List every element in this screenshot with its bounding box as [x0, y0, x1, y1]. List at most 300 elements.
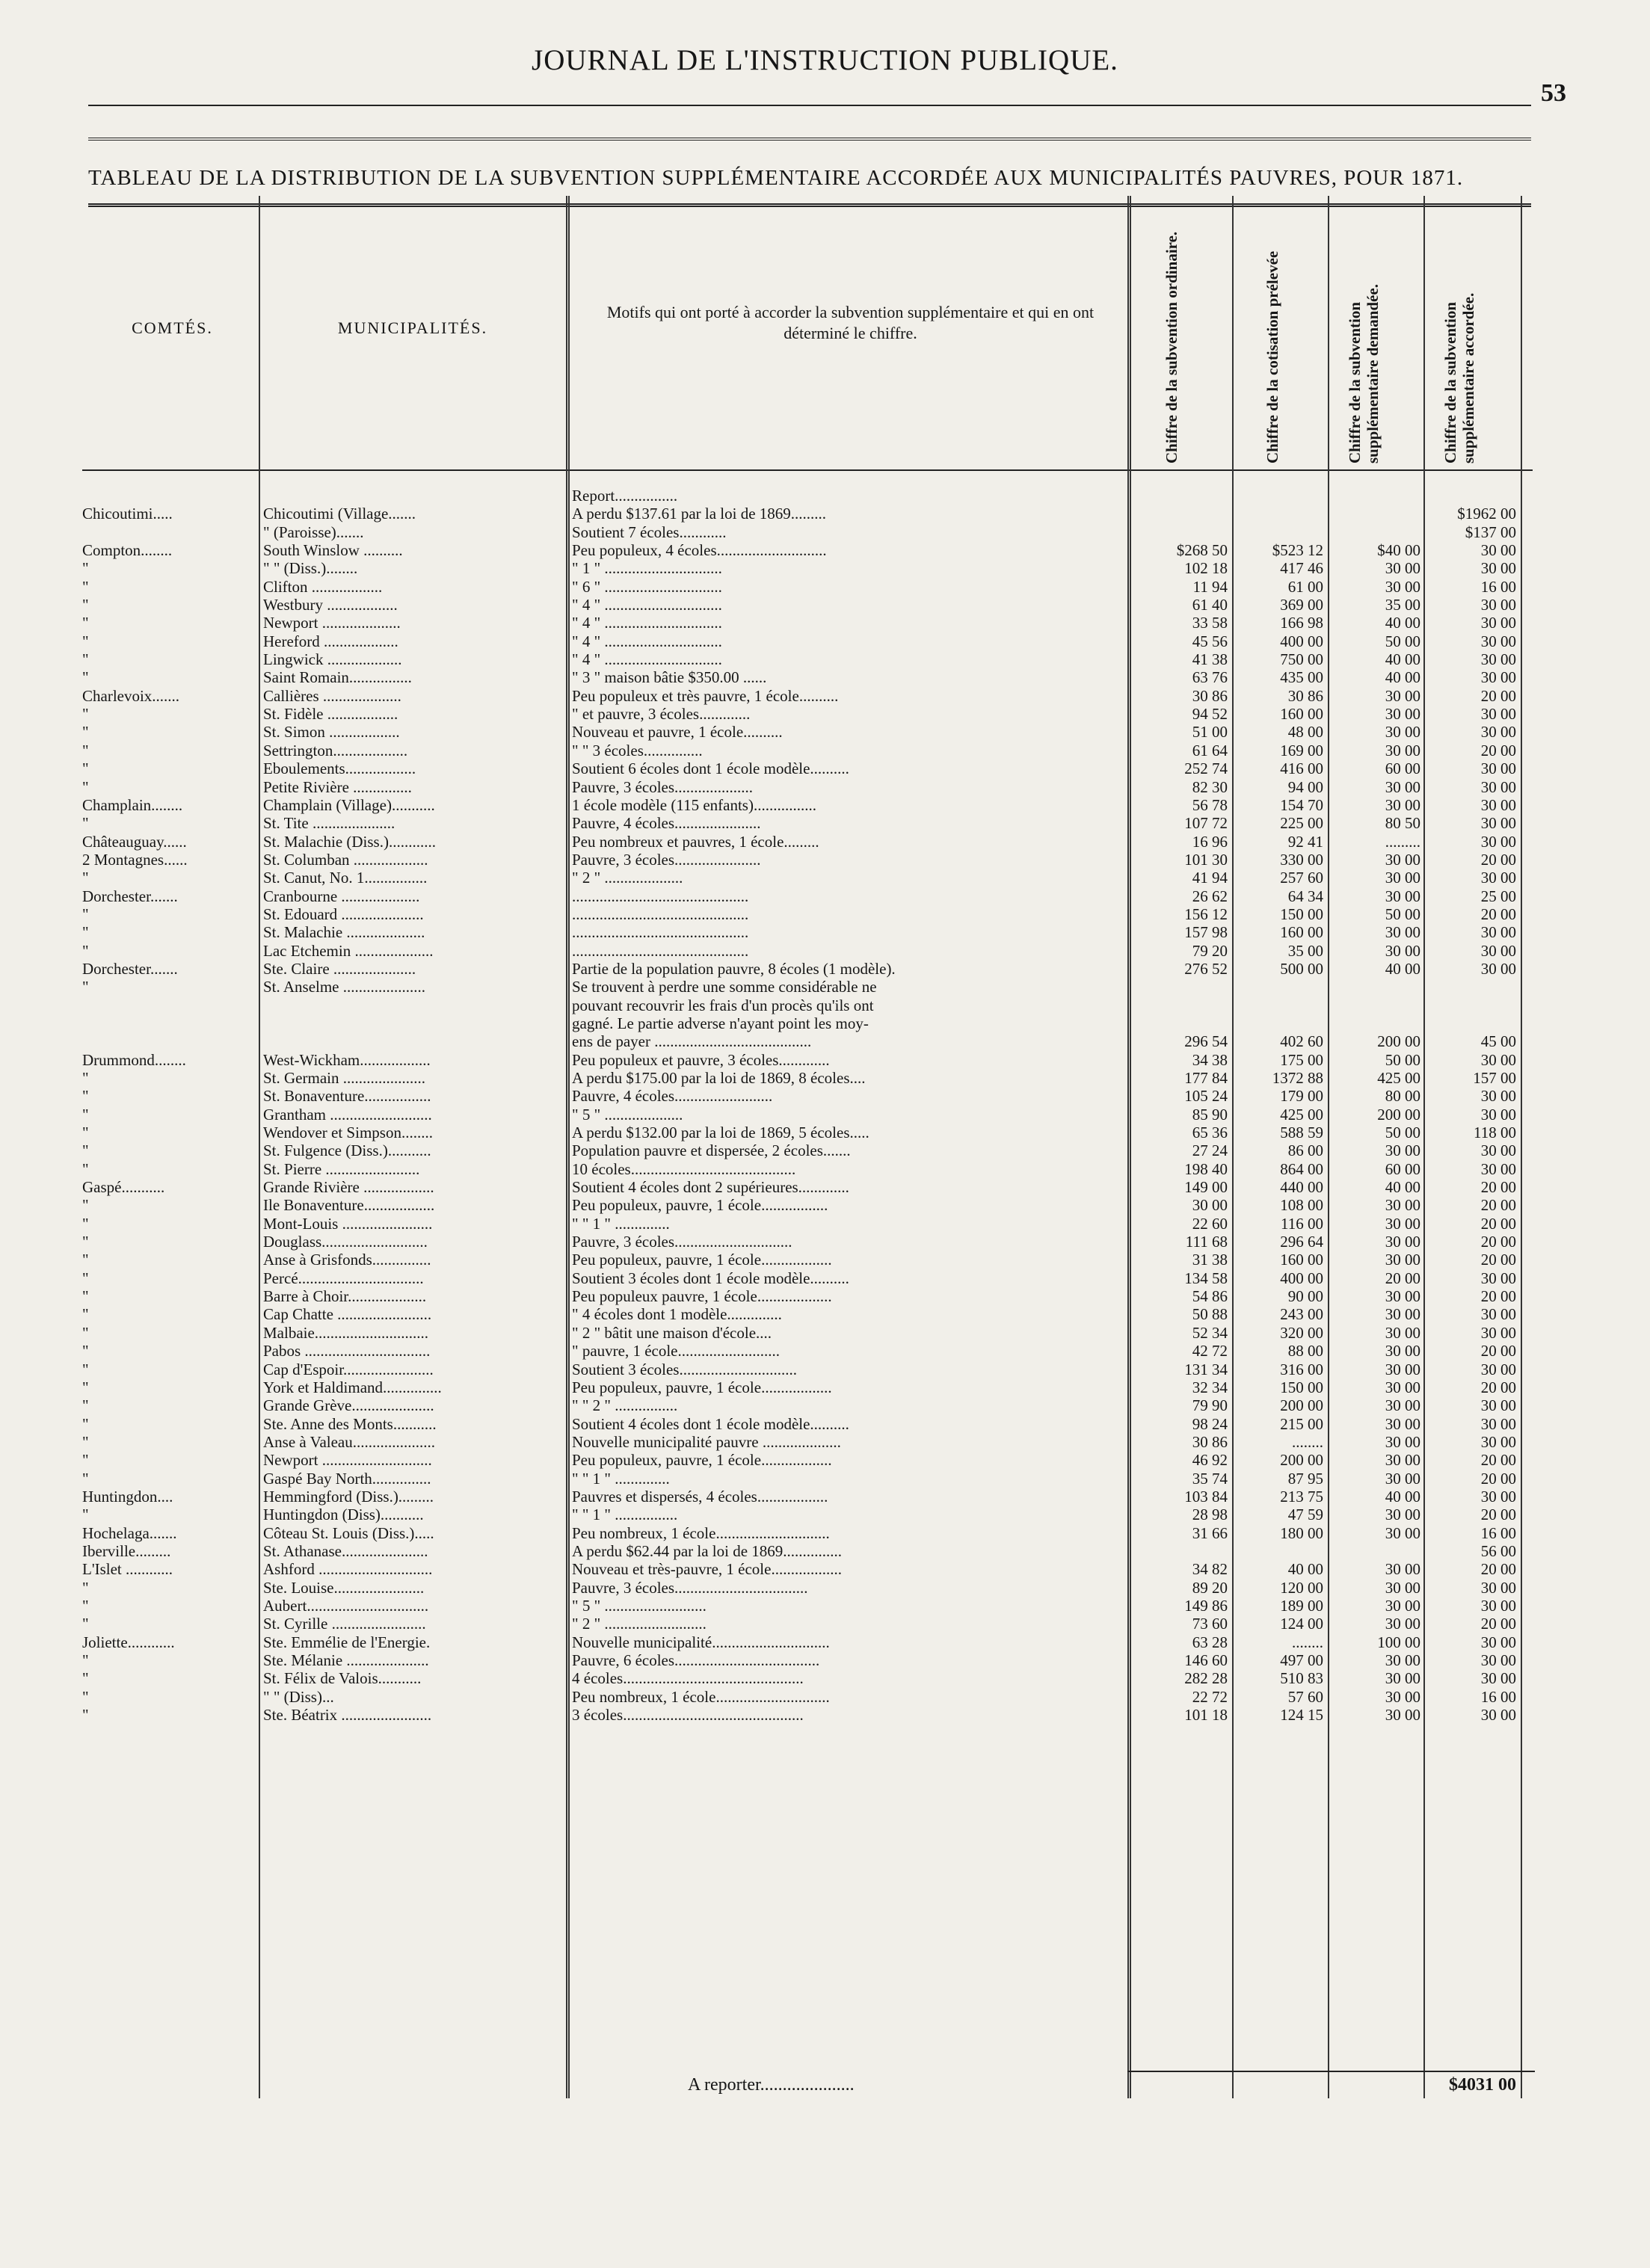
county-cell: " — [82, 1159, 89, 1178]
motif-cell: Peu populeux et très pauvre, 1 école.......... — [572, 686, 839, 705]
table-row — [0, 1106, 1650, 1124]
table-row — [0, 887, 1650, 905]
table-body — [0, 487, 1650, 1724]
motif-cell: Peu populeux, pauvre, 1 école.................. — [572, 1251, 832, 1269]
granted-amount-cell: 16 00 — [1480, 1687, 1516, 1706]
granted-amount-cell: 30 00 — [1480, 705, 1516, 724]
ordinary-amount-cell: 27 24 — [1192, 1141, 1228, 1160]
table-row — [0, 1488, 1650, 1506]
ordinary-amount-cell: 32 34 — [1192, 1378, 1228, 1396]
demanded-amount-cell: 30 00 — [1385, 1396, 1420, 1415]
ordinary-amount-cell: 89 20 — [1192, 1578, 1228, 1597]
municipality-cell: Champlain (Village)........... — [263, 795, 435, 814]
motif-cell: Peu populeux, pauvre, 1 école.................. — [572, 1451, 832, 1470]
motif-cell: ............................................. — [572, 887, 749, 905]
demanded-amount-cell: 30 00 — [1385, 1596, 1420, 1615]
ordinary-amount-cell: 156 12 — [1184, 905, 1228, 923]
municipality-cell: " " (Diss.)........ — [263, 559, 358, 578]
table-row — [0, 1378, 1650, 1396]
municipality-cell: Malbaie............................. — [263, 1323, 429, 1342]
county-cell: " — [82, 1451, 89, 1470]
ordinary-amount-cell: 56 78 — [1192, 795, 1228, 814]
table-row — [0, 505, 1650, 523]
table-row — [0, 1506, 1650, 1523]
collected-amount-cell: 864 00 — [1280, 1159, 1323, 1178]
table-row — [0, 668, 1650, 686]
motif-cell: Peu populeux et pauvre, 3 écoles............. — [572, 1050, 830, 1069]
ordinary-amount-cell: 101 18 — [1184, 1706, 1228, 1725]
motif-cell: Population pauvre et dispersée, 2 écoles....... — [572, 1141, 851, 1160]
granted-amount-cell: 20 00 — [1480, 1214, 1516, 1233]
motif-cell: Nouveau et pauvre, 1 école.......... — [572, 723, 783, 742]
motif-cell: Partie de la population pauvre, 8 écoles (1 modèle). — [572, 959, 896, 978]
table-row — [0, 1342, 1650, 1360]
ordinary-amount-cell: 134 58 — [1184, 1269, 1228, 1287]
demanded-amount-cell: 30 00 — [1385, 850, 1420, 869]
motif-cell: Peu nombreux, 1 école............................. — [572, 1687, 830, 1706]
collected-amount-cell: 510 83 — [1280, 1669, 1323, 1688]
municipality-cell: Percé................................ — [263, 1269, 424, 1287]
ordinary-amount-cell: 16 96 — [1192, 832, 1228, 851]
demanded-amount-cell: 30 00 — [1385, 1432, 1420, 1451]
motif-cell: " 4 écoles dont 1 modèle.............. — [572, 1305, 782, 1324]
municipality-cell: Ste. Mélanie ..................... — [263, 1651, 429, 1669]
granted-amount-cell: 30 00 — [1480, 959, 1516, 978]
municipality-cell: Pabos ................................ — [263, 1342, 431, 1361]
county-cell: " — [82, 614, 89, 632]
municipality-cell: South Winslow .......... — [263, 541, 403, 560]
motif-cell: A perdu $175.00 par la loi de 1869, 8 écoles.... — [572, 1069, 866, 1087]
table-row — [0, 1597, 1650, 1615]
motif-cell: 3 écoles.............................................. — [572, 1706, 804, 1725]
granted-amount-cell: 30 00 — [1480, 759, 1516, 778]
table-row — [0, 596, 1650, 614]
motif-cell: " 2 " .......................... — [572, 1615, 707, 1633]
motif-cell: A perdu $62.44 par la loi de 1869............... — [572, 1541, 843, 1560]
table-row — [0, 1014, 1650, 1032]
demanded-amount-cell: 30 00 — [1385, 1214, 1420, 1233]
municipality-cell: Clifton .................. — [263, 577, 383, 596]
municipality-cell: Aubert............................... — [263, 1596, 429, 1615]
ordinary-amount-cell: 30 86 — [1192, 1432, 1228, 1451]
demanded-amount-cell: 30 00 — [1385, 777, 1420, 796]
table-row — [0, 1415, 1650, 1433]
county-cell: L'Islet ............ — [82, 1560, 173, 1579]
demanded-amount-cell: 40 00 — [1385, 650, 1420, 669]
motif-cell: Soutient 4 écoles dont 2 supérieures............. — [572, 1178, 849, 1197]
collected-amount-cell: 180 00 — [1280, 1523, 1323, 1542]
motif-cell: Report................ — [572, 487, 678, 505]
demanded-amount-cell: 30 00 — [1385, 1378, 1420, 1396]
county-cell: Champlain........ — [82, 795, 183, 814]
granted-amount-cell: 30 00 — [1480, 814, 1516, 833]
granted-amount-cell: 20 00 — [1480, 1560, 1516, 1579]
collected-amount-cell: $523 12 — [1272, 541, 1323, 560]
header-demanded: Chiffre de la subvention supplémentaire demandée. — [1346, 284, 1382, 463]
table-row — [0, 851, 1650, 869]
motif-cell: 1 école modèle (115 enfants)................ — [572, 795, 816, 814]
granted-amount-cell: 20 00 — [1480, 1615, 1516, 1633]
municipality-cell: St. Athanase...................... — [263, 1541, 428, 1560]
granted-amount-cell: 118 00 — [1474, 1124, 1516, 1142]
table-row — [0, 905, 1650, 923]
table-row — [0, 1141, 1650, 1159]
demanded-amount-cell: 40 00 — [1385, 959, 1420, 978]
demanded-amount-cell: 30 00 — [1385, 1615, 1420, 1633]
collected-amount-cell: 440 00 — [1280, 1178, 1323, 1197]
county-cell: " — [82, 1323, 89, 1342]
municipality-cell: Ashford ............................. — [263, 1560, 433, 1579]
table-row — [0, 632, 1650, 650]
ordinary-amount-cell: 177 84 — [1184, 1069, 1228, 1087]
demanded-amount-cell: 40 00 — [1385, 614, 1420, 632]
motif-cell: " " 1 " ................ — [572, 1506, 678, 1524]
ordinary-amount-cell: 94 52 — [1192, 705, 1228, 724]
table-row — [0, 942, 1650, 960]
municipality-cell: " " (Diss)... — [263, 1687, 334, 1706]
demanded-amount-cell: 50 00 — [1385, 632, 1420, 650]
table-row — [0, 796, 1650, 814]
table-row — [0, 1706, 1650, 1724]
motif-cell: " pauvre, 1 école.......................... — [572, 1342, 781, 1361]
granted-amount-cell: 16 00 — [1480, 1523, 1516, 1542]
motif-cell: " 4 " .............................. — [572, 596, 722, 614]
ordinary-amount-cell: 252 74 — [1184, 759, 1228, 778]
ordinary-amount-cell: 34 38 — [1192, 1050, 1228, 1069]
county-cell: " — [82, 1596, 89, 1615]
ordinary-amount-cell: 63 76 — [1192, 668, 1228, 687]
table-row — [0, 1560, 1650, 1578]
municipality-cell: Chicoutimi (Village....... — [263, 505, 416, 523]
county-cell: " — [82, 759, 89, 778]
motif-cell: Pauvre, 3 écoles.................................. — [572, 1578, 808, 1597]
granted-amount-cell: 30 00 — [1480, 941, 1516, 960]
ordinary-amount-cell: 82 30 — [1192, 777, 1228, 796]
demanded-amount-cell: 30 00 — [1385, 1687, 1420, 1706]
collected-amount-cell: 154 70 — [1280, 795, 1323, 814]
municipality-cell: Grantham .......................... — [263, 1105, 432, 1124]
county-cell: " — [82, 1706, 89, 1725]
motif-cell: Nouveau et très-pauvre, 1 école.................. — [572, 1560, 842, 1579]
municipality-cell: Cranbourne .................... — [263, 887, 420, 905]
collected-amount-cell: 225 00 — [1280, 814, 1323, 833]
county-cell: Gaspé........... — [82, 1178, 165, 1197]
granted-amount-cell: 20 00 — [1480, 741, 1516, 759]
journal-title: JOURNAL DE L'INSTRUCTION PUBLIQUE. — [532, 44, 1118, 76]
table-row — [0, 960, 1650, 978]
collected-amount-cell: 88 00 — [1287, 1342, 1323, 1361]
collected-amount-cell: 160 00 — [1280, 1251, 1323, 1269]
motif-cell: ............................................. — [572, 941, 749, 960]
demanded-amount-cell: 30 00 — [1385, 1305, 1420, 1324]
demanded-amount-cell: 30 00 — [1385, 1451, 1420, 1470]
county-cell: " — [82, 978, 89, 996]
motif-cell: Peu nombreux et pauvres, 1 école......... — [572, 832, 819, 851]
county-cell: " — [82, 1669, 89, 1688]
demanded-amount-cell: 30 00 — [1385, 1414, 1420, 1433]
granted-amount-cell: 30 00 — [1480, 1159, 1516, 1178]
table-row — [0, 759, 1650, 777]
collected-amount-cell: 87 95 — [1287, 1469, 1323, 1488]
collected-amount-cell: 120 00 — [1280, 1578, 1323, 1597]
county-cell: " — [82, 577, 89, 596]
granted-amount-cell: 20 00 — [1480, 1342, 1516, 1361]
carry-forward-label: A reporter..................... — [688, 2075, 855, 2095]
ordinary-amount-cell: 30 00 — [1192, 1196, 1228, 1215]
motif-cell: ............................................. — [572, 905, 749, 923]
granted-amount-cell: 30 00 — [1480, 1105, 1516, 1124]
municipality-cell: York et Haldimand............... — [263, 1378, 442, 1396]
collected-amount-cell: 30 86 — [1287, 686, 1323, 705]
granted-amount-cell: 30 00 — [1480, 1396, 1516, 1415]
granted-amount-cell: 20 00 — [1480, 1451, 1516, 1470]
ordinary-amount-cell: 46 92 — [1192, 1451, 1228, 1470]
ordinary-amount-cell: 102 18 — [1184, 559, 1228, 578]
motif-cell: " " 1 " .............. — [572, 1469, 670, 1488]
collected-amount-cell: 35 00 — [1287, 941, 1323, 960]
ordinary-amount-cell: 63 28 — [1192, 1633, 1228, 1651]
county-cell: " — [82, 632, 89, 650]
table-row — [0, 523, 1650, 541]
motif-cell: Pauvre, 3 écoles.............................. — [572, 1233, 792, 1251]
granted-amount-cell: 20 00 — [1480, 1178, 1516, 1197]
granted-amount-cell: 45 00 — [1480, 1032, 1516, 1051]
table-row — [0, 923, 1650, 941]
collected-amount-cell: 425 00 — [1280, 1105, 1323, 1124]
demanded-amount-cell: 30 00 — [1385, 1560, 1420, 1579]
county-cell: " — [82, 1214, 89, 1233]
granted-amount-cell: 30 00 — [1480, 1633, 1516, 1651]
county-cell: " — [82, 1069, 89, 1087]
table-row — [0, 1524, 1650, 1542]
county-cell: " — [82, 923, 89, 942]
table-row — [0, 1269, 1650, 1287]
demanded-amount-cell: 30 00 — [1385, 741, 1420, 759]
demanded-amount-cell: 30 00 — [1385, 1141, 1420, 1160]
demanded-amount-cell: 30 00 — [1385, 1360, 1420, 1378]
demanded-amount-cell: 30 00 — [1385, 1342, 1420, 1361]
county-cell: " — [82, 1305, 89, 1324]
table-row — [0, 1124, 1650, 1141]
motif-cell: Pauvre, 3 écoles...................... — [572, 850, 761, 869]
table-row — [0, 1178, 1650, 1196]
ordinary-amount-cell: 28 98 — [1192, 1506, 1228, 1524]
demanded-amount-cell: 30 00 — [1385, 795, 1420, 814]
ordinary-amount-cell: $268 50 — [1176, 541, 1228, 560]
table-row — [0, 996, 1650, 1014]
county-cell: Compton........ — [82, 541, 173, 560]
county-cell: " — [82, 777, 89, 796]
header-collected: Chiffre de la cotisation prélevée — [1263, 250, 1281, 463]
motif-cell: " 6 " .............................. — [572, 577, 722, 596]
county-cell: Dorchester....... — [82, 887, 178, 905]
motif-cell: Peu populeux, pauvre, 1 école.................. — [572, 1378, 832, 1396]
motif-cell: Se trouvent à perdre une somme considérable ne — [572, 978, 877, 996]
municipality-cell: Cap Chatte ........................ — [263, 1305, 432, 1324]
collected-amount-cell: 316 00 — [1280, 1360, 1323, 1378]
county-cell: " — [82, 723, 89, 742]
ordinary-amount-cell: 61 64 — [1192, 741, 1228, 759]
county-cell: " — [82, 1141, 89, 1160]
granted-amount-cell: 30 00 — [1480, 559, 1516, 578]
municipality-cell: Ste. Béatrix ....................... — [263, 1706, 432, 1725]
ordinary-amount-cell: 282 28 — [1184, 1669, 1228, 1688]
granted-amount-cell: 16 00 — [1480, 577, 1516, 596]
demanded-amount-cell: 60 00 — [1385, 759, 1420, 778]
collected-amount-cell: 57 60 — [1287, 1687, 1323, 1706]
demanded-amount-cell: 30 00 — [1385, 1523, 1420, 1542]
county-cell: " — [82, 905, 89, 923]
demanded-amount-cell: 30 00 — [1385, 1196, 1420, 1215]
ordinary-amount-cell: 33 58 — [1192, 614, 1228, 632]
county-cell: " — [82, 1233, 89, 1251]
collected-amount-cell: 86 00 — [1287, 1141, 1323, 1160]
ordinary-amount-cell: 276 52 — [1184, 959, 1228, 978]
table-row — [0, 1305, 1650, 1323]
demanded-amount-cell: 30 00 — [1385, 1233, 1420, 1251]
ordinary-amount-cell: 54 86 — [1192, 1287, 1228, 1306]
table-row — [0, 1051, 1650, 1069]
municipality-cell: St. Fulgence (Diss.)........... — [263, 1141, 431, 1160]
motif-cell: " 5 " .................... — [572, 1105, 683, 1124]
demanded-amount-cell: 40 00 — [1385, 668, 1420, 687]
collected-amount-cell: 417 46 — [1280, 559, 1323, 578]
table-row — [0, 1324, 1650, 1342]
table-row — [0, 1396, 1650, 1414]
collected-amount-cell: 215 00 — [1280, 1414, 1323, 1433]
county-cell: " — [82, 1269, 89, 1287]
motif-cell: " " 3 écoles............... — [572, 741, 703, 759]
collected-amount-cell: 500 00 — [1280, 959, 1323, 978]
municipality-cell: Callières .................... — [263, 686, 401, 705]
table-row — [0, 1160, 1650, 1178]
county-cell: Joliette............ — [82, 1633, 175, 1651]
demanded-amount-cell: 30 00 — [1385, 941, 1420, 960]
header-counties: COMTÉS. — [132, 318, 213, 337]
collected-amount-cell: ........ — [1292, 1432, 1323, 1451]
municipality-cell: West-Wickham.................. — [263, 1050, 431, 1069]
table-row — [0, 1032, 1650, 1050]
table-row — [0, 1633, 1650, 1651]
granted-amount-cell: 20 00 — [1480, 1196, 1516, 1215]
collected-amount-cell: 400 00 — [1280, 632, 1323, 650]
county-cell: " — [82, 1287, 89, 1306]
table-row — [0, 978, 1650, 996]
granted-amount-cell: 56 00 — [1480, 1541, 1516, 1560]
municipality-cell: St. Pierre ........................ — [263, 1159, 420, 1178]
municipality-cell: Westbury .................. — [263, 596, 398, 614]
granted-amount-cell: 157 00 — [1473, 1069, 1516, 1087]
demanded-amount-cell: 30 00 — [1385, 559, 1420, 578]
municipality-cell: Barre à Choir.................... — [263, 1287, 427, 1306]
ordinary-amount-cell: 65 36 — [1192, 1124, 1228, 1142]
county-cell: Drummond........ — [82, 1050, 186, 1069]
demanded-amount-cell: ......... — [1385, 832, 1420, 851]
demanded-amount-cell: 425 00 — [1377, 1069, 1420, 1087]
demanded-amount-cell: 30 00 — [1385, 1706, 1420, 1725]
municipality-cell: Mont-Louis ....................... — [263, 1214, 433, 1233]
granted-amount-cell: 30 00 — [1480, 1706, 1516, 1725]
county-cell: " — [82, 1469, 89, 1488]
county-cell: Huntingdon.... — [82, 1487, 173, 1506]
municipality-cell: Ste. Emmélie de l'Energie. — [263, 1633, 431, 1651]
motif-cell: Pauvre, 6 écoles..................................... — [572, 1651, 820, 1669]
municipality-cell: Petite Rivière ............... — [263, 777, 412, 796]
ordinary-amount-cell: 85 90 — [1192, 1105, 1228, 1124]
demanded-amount-cell: 30 00 — [1385, 1651, 1420, 1669]
municipality-cell: Newport ............................ — [263, 1451, 432, 1470]
granted-amount-cell: 30 00 — [1480, 1269, 1516, 1287]
table-row — [0, 559, 1650, 577]
granted-amount-cell: 20 00 — [1480, 1469, 1516, 1488]
municipality-cell: Ste. Claire ..................... — [263, 959, 416, 978]
collected-amount-cell: 179 00 — [1280, 1087, 1323, 1106]
motif-cell: " 4 " .............................. — [572, 650, 722, 669]
collected-amount-cell: 200 00 — [1280, 1396, 1323, 1415]
motif-cell: " 4 " .............................. — [572, 632, 722, 650]
municipality-cell: St. Bonaventure................. — [263, 1087, 431, 1106]
county-cell: " — [82, 1087, 89, 1106]
county-cell: " — [82, 1105, 89, 1124]
table-row — [0, 1470, 1650, 1488]
demanded-amount-cell: 30 00 — [1385, 1578, 1420, 1597]
county-cell: " — [82, 1578, 89, 1597]
table-footer — [0, 2075, 1650, 2102]
demanded-amount-cell: 200 00 — [1377, 1032, 1420, 1051]
ordinary-amount-cell: 73 60 — [1192, 1615, 1228, 1633]
motif-cell: " " 1 " .............. — [572, 1214, 670, 1233]
municipality-cell: Hemmingford (Diss.)......... — [263, 1487, 434, 1506]
motif-cell: 4 écoles.............................................. — [572, 1669, 804, 1688]
table-row — [0, 650, 1650, 668]
collected-amount-cell: 47 59 — [1287, 1506, 1323, 1524]
municipality-cell: St. Tite ..................... — [263, 814, 395, 833]
granted-amount-cell: 30 00 — [1480, 923, 1516, 942]
county-cell: 2 Montagnes...... — [82, 850, 188, 869]
collected-amount-cell: 94 00 — [1287, 777, 1323, 796]
collected-amount-cell: 435 00 — [1280, 668, 1323, 687]
municipality-cell: Grande Grève..................... — [263, 1396, 434, 1415]
collected-amount-cell: 90 00 — [1287, 1287, 1323, 1306]
ordinary-amount-cell: 296 54 — [1184, 1032, 1228, 1051]
municipality-cell: Hereford ................... — [263, 632, 398, 650]
ordinary-amount-cell: 51 00 — [1192, 723, 1228, 742]
table-row — [0, 723, 1650, 741]
table-row — [0, 687, 1650, 705]
granted-amount-cell: 20 00 — [1480, 1506, 1516, 1524]
county-cell: " — [82, 596, 89, 614]
granted-amount-cell: 30 00 — [1480, 650, 1516, 669]
collected-amount-cell: 175 00 — [1280, 1050, 1323, 1069]
motif-cell: " 2 " .................... — [572, 869, 683, 887]
county-cell: Iberville......... — [82, 1541, 171, 1560]
motif-cell: " 5 " .......................... — [572, 1596, 707, 1615]
granted-amount-cell: 30 00 — [1480, 1432, 1516, 1451]
table-row — [0, 1233, 1650, 1251]
granted-amount-cell: 30 00 — [1480, 614, 1516, 632]
table-row — [0, 1688, 1650, 1706]
motif-cell: Peu populeux, pauvre, 1 école................. — [572, 1196, 828, 1215]
demanded-amount-cell: 50 00 — [1385, 1050, 1420, 1069]
granted-amount-cell: 30 00 — [1480, 668, 1516, 687]
municipality-cell: St. Columban ................... — [263, 850, 428, 869]
collected-amount-cell: 61 00 — [1287, 577, 1323, 596]
municipality-cell: St. Anselme ..................... — [263, 978, 426, 996]
granted-amount-cell: 30 00 — [1480, 1487, 1516, 1506]
municipality-cell: St. Félix de Valois........... — [263, 1669, 422, 1688]
ordinary-amount-cell: 31 66 — [1192, 1523, 1228, 1542]
county-cell: Charlevoix....... — [82, 686, 180, 705]
